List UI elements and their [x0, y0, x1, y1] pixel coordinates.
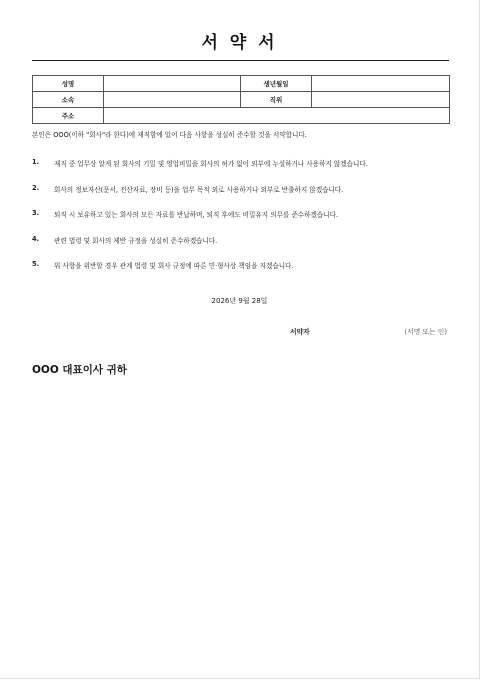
address-label: 주소 — [33, 108, 104, 124]
pledge-item-number: 2. — [32, 183, 40, 192]
address-field[interactable] — [104, 108, 450, 124]
position-label: 직위 — [241, 92, 312, 108]
pledge-item-text: 재직 중 업무상 알게 된 회사의 기밀 및 영업비밀을 회사의 허가 없이 외부에 누설하거나 사용하지 않겠습니다. — [54, 160, 368, 168]
pledge-item — [32, 209, 449, 235]
pledge-item — [32, 184, 449, 210]
department-field[interactable] — [104, 92, 241, 108]
signer-label: 서약자 — [290, 328, 310, 336]
pledge-item-number: 1. — [32, 158, 40, 166]
info-row-name — [33, 76, 450, 92]
birthdate-field[interactable] — [312, 76, 450, 92]
pledge-item-text: 위 사항을 위반할 경우 관계 법령 및 회사 규정에 따른 민·형사상 책임을 지겠습니다. — [54, 262, 294, 270]
name-field[interactable] — [104, 76, 241, 92]
addressee: OOO 대표이사 귀하 — [32, 364, 127, 376]
title-divider — [32, 60, 449, 61]
name-label: 성명 — [33, 76, 104, 92]
position-field[interactable] — [312, 92, 450, 108]
pledge-item-number: 5. — [32, 260, 40, 268]
personal-info-table — [32, 75, 450, 124]
department-label: 소속 — [33, 92, 104, 108]
pledge-item — [32, 235, 449, 261]
pledge-item-text: 퇴직 시 보유하고 있는 회사의 모든 자료를 반납하며, 퇴직 후에도 비밀유지 의무를 준수하겠습니다. — [54, 211, 339, 219]
pledge-date: 2026년 9월 28일 — [211, 297, 268, 305]
signature-note[interactable]: (서명 또는 인) — [404, 328, 447, 336]
document-title: 서 약 서 — [201, 33, 278, 53]
info-row-address — [33, 108, 450, 124]
pledge-item-text: 관련 법령 및 회사의 제반 규정을 성실히 준수하겠습니다. — [54, 236, 218, 245]
birthdate-label: 생년월일 — [241, 76, 312, 92]
intro-paragraph: 본인은 OOO(이하 "회사"라 한다)에 재직함에 있어 다음 사항을 성실히 준수할 것을 서약합니다. — [32, 131, 307, 139]
pledge-item — [32, 158, 449, 184]
pledge-item-number: 4. — [32, 234, 40, 243]
pledge-item-text: 회사의 정보자산(문서, 전산자료, 장비 등)을 업무 목적 외로 사용하거나 외부로 반출하지 않겠습니다. — [54, 185, 344, 194]
info-row-department — [33, 92, 450, 108]
pledge-item — [32, 260, 449, 286]
pledge-list — [32, 158, 449, 286]
pledge-item-number: 3. — [32, 209, 40, 217]
